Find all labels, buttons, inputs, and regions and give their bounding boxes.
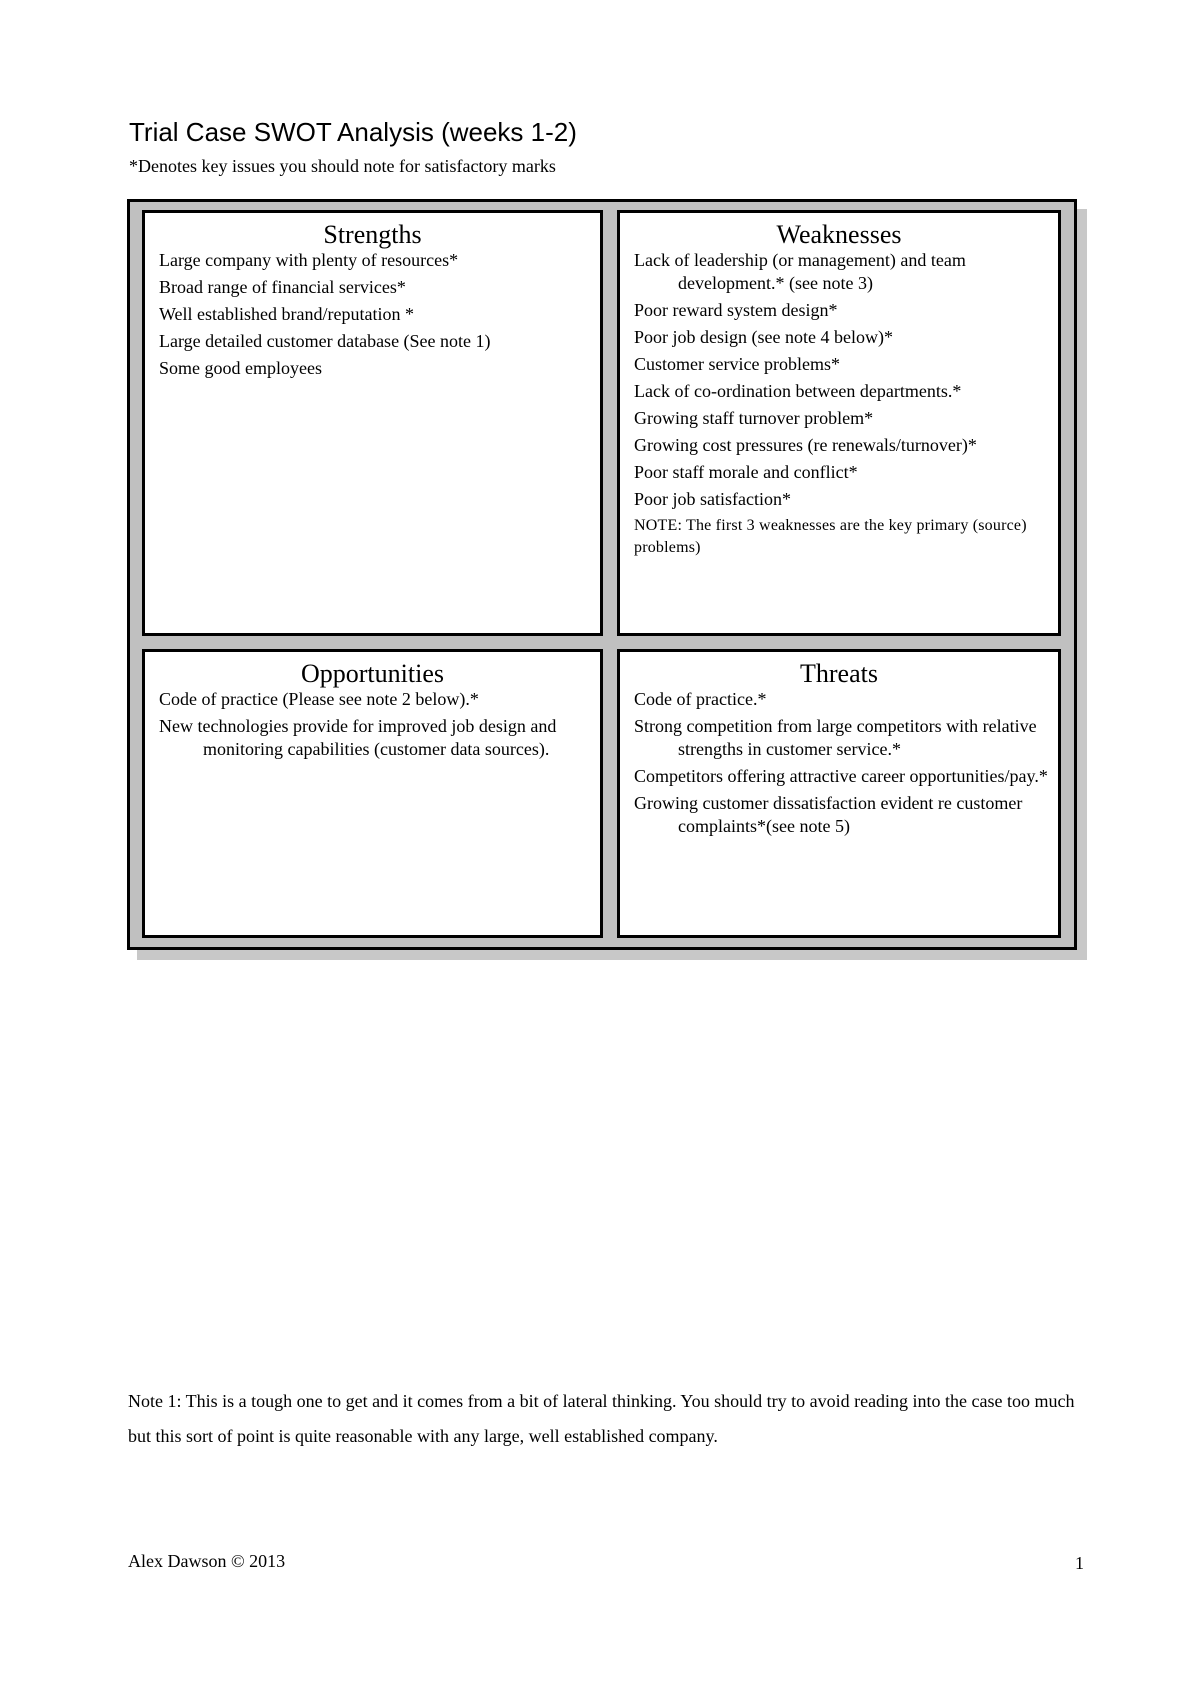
list-item: Code of practice.* (634, 689, 767, 709)
list-item: Growing staff turnover problem* (634, 408, 874, 428)
list-item: Poor reward system design* (634, 300, 838, 320)
list-item: Customer service problems* (634, 354, 840, 374)
weaknesses-list (620, 249, 1058, 559)
footnote-1: Note 1: This is a tough one to get and it comes from a bit of lateral thinking. You should try to avoid reading into the case too much but this sort of point is quite reasonable with any large, well established company. (128, 1391, 1075, 1446)
weaknesses-box (617, 210, 1061, 636)
strengths-box (142, 210, 603, 636)
list-item: Large detailed customer database (See note 1) (159, 331, 491, 351)
list-item: Strong competition from large competitors with relative strengths in customer service.* (634, 716, 1037, 759)
list-item: Code of practice (Please see note 2 below).* (159, 689, 479, 709)
strengths-list (145, 249, 600, 380)
footer-author: Alex Dawson © 2013 (128, 1551, 286, 1571)
list-item: Well established brand/reputation * (159, 304, 414, 324)
page-number: 1 (1075, 1553, 1084, 1573)
opportunities-heading: Opportunities (301, 659, 444, 688)
list-item: Poor staff morale and conflict* (634, 462, 858, 482)
list-item: Broad range of financial services* (159, 277, 406, 297)
list-item: Poor job satisfaction* (634, 489, 791, 509)
opportunities-list (145, 688, 600, 761)
list-item: Lack of leadership (or management) and team development.* (see note 3) (634, 250, 966, 293)
weaknesses-note: NOTE: The first 3 weaknesses are the key primary (source) problems) (634, 517, 1027, 556)
list-item: Poor job design (see note 4 below)* (634, 327, 893, 347)
threats-box (617, 649, 1061, 938)
list-item: Competitors offering attractive career opportunities/pay.* (634, 766, 1048, 786)
page-title: Trial Case SWOT Analysis (weeks 1-2) (129, 117, 577, 147)
weaknesses-heading: Weaknesses (776, 220, 902, 249)
page-subtitle: *Denotes key issues you should note for satisfactory marks (129, 156, 556, 176)
list-item: Growing customer dissatisfaction evident re customer complaints*(see note 5) (634, 793, 1023, 836)
list-item: Growing cost pressures (re renewals/turnover)* (634, 435, 977, 455)
list-item: Large company with plenty of resources* (159, 250, 459, 270)
list-item: New technologies provide for improved job design and monitoring capabilities (customer data sources). (159, 716, 557, 759)
strengths-heading: Strengths (323, 220, 422, 249)
list-item: Lack of co-ordination between departments.* (634, 381, 962, 401)
threats-heading: Threats (800, 659, 878, 688)
list-item: Some good employees (159, 358, 322, 378)
opportunities-box (142, 649, 603, 938)
threats-list (620, 688, 1058, 838)
